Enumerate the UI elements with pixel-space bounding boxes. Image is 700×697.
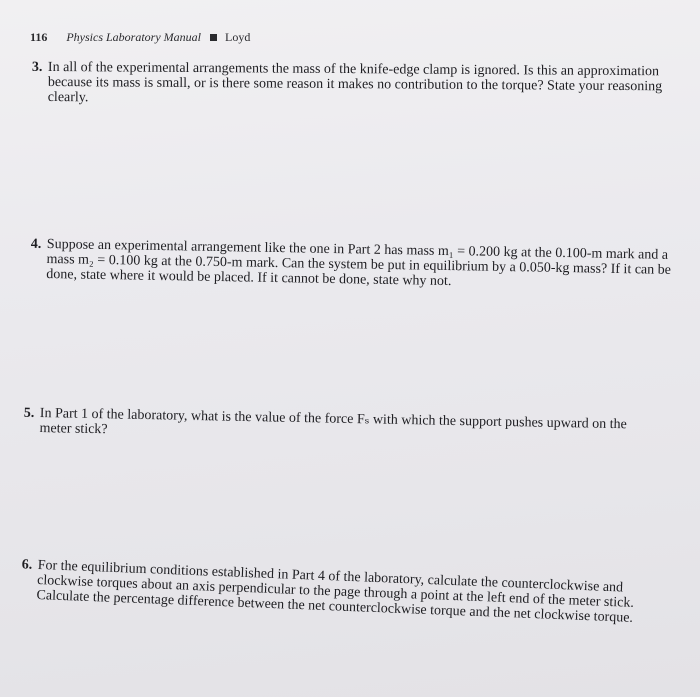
separator-square-icon (210, 34, 217, 41)
question-number: 6. (21, 557, 33, 573)
question-6 (21, 557, 662, 627)
question-text: In all of the experimental arrangements the mass of the knife-edge clamp is ignored. Is this an approximation because its mass is small, or is there some reason it makes no contribution to the torque? State your reasoning clearly. (47, 60, 663, 106)
question-number: 5. (23, 405, 35, 421)
question-text: For the equilibrium conditions established in Part 4 of the laboratory, calculate the counterclockwise and clockwise torques about an axis perpendicular to the page through a point at the left end of the meter stick. Calculate the percentage difference between the net counterclockwise torque and the net clockwise torque. (36, 558, 635, 626)
page-header (30, 30, 250, 45)
author-name: Loyd (225, 30, 251, 44)
question-text: In Part 1 of the laboratory, what is the value of the force Fₛ with which the support pushes upward on the meter stick? (39, 406, 627, 438)
question-number: 4. (30, 236, 42, 252)
question-4 (30, 236, 677, 293)
question-3 (31, 59, 696, 110)
page-number: 116 (30, 30, 48, 44)
book-title: Physics Laboratory Manual (66, 30, 202, 44)
question-number: 3. (31, 59, 43, 75)
question-text: Suppose an experimental arrangement like the one in Part 2 has mass m₁ = 0.200 kg at the 0.100-m mark and a mass m₂ = 0.100 kg at the 0.750-m mark. Can the system be put in equilibrium by a 0.050-kg mass? If it can be done, state where it would be placed. If it cannot be done, state why not. (46, 237, 672, 290)
question-5 (23, 405, 654, 448)
